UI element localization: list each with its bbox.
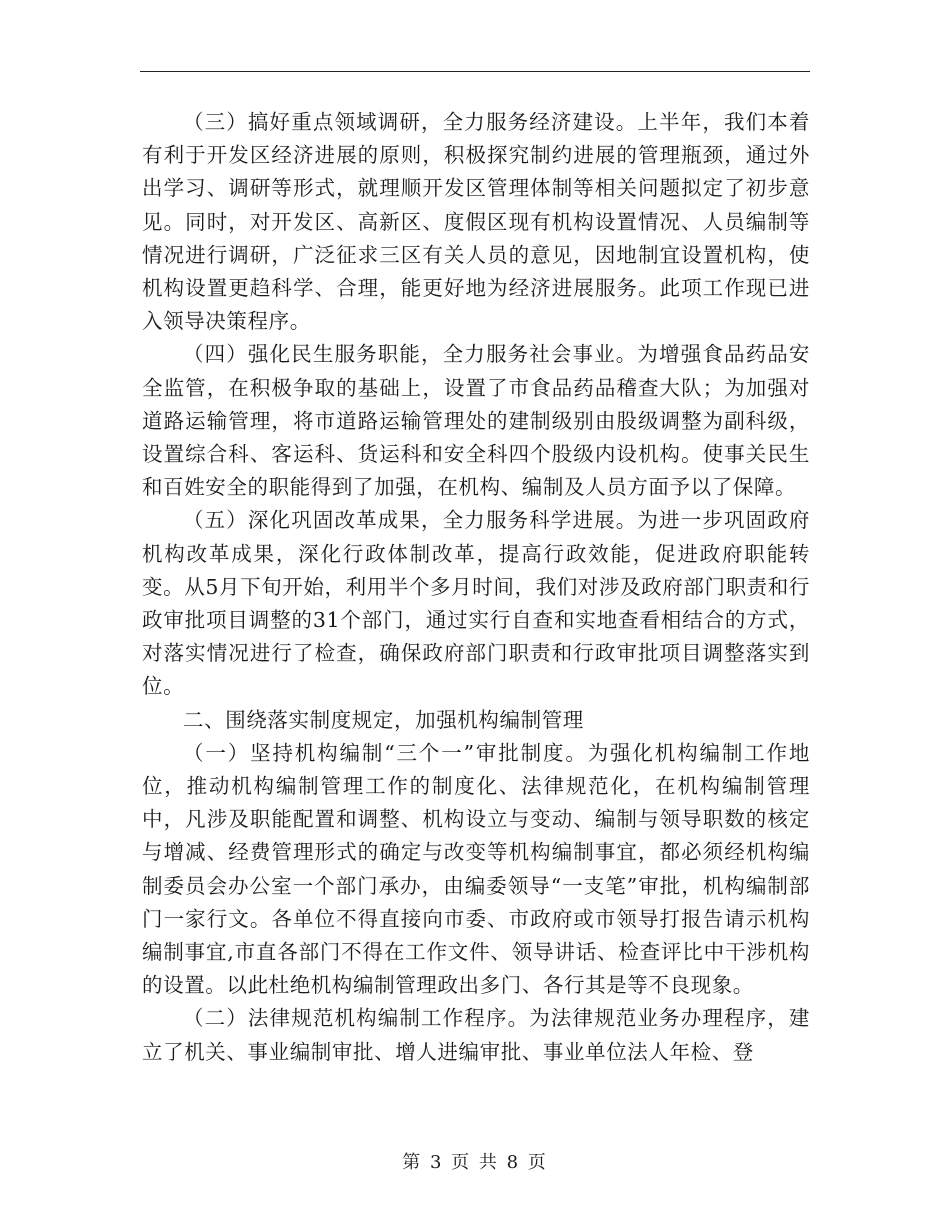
header-rule bbox=[140, 71, 810, 72]
paragraph-section-5: （五）深化巩固改革成果，全力服务科学进展。为进一步巩固政府机构改革成果，深化行政体制改革，提高行政效能，促进政府职能转变。从5月下旬开始，利用半个多月时间，我们对涉及政府部门职责和行政审批项目调整的31个部门，通过实行自查和实地查看相结合的方式，对落实情况进行了检查，确保政府部门职责和行政审批项目调整落实到位。 bbox=[142, 508, 810, 699]
paragraph-subsection-1: （一）坚持机构编制“三个一”审批制度。为强化机构编制工作地位，推动机构编制管理工作的制度化、法律规范化，在机构编制管理中，凡涉及职能配置和调整、机构设立与变动、编制与领导职数的核定与增减、经费管理形式的确定与改变等机构编制事宜，都必须经机构编制委员会办公室一个部门承办，由编委领导“一支笔”审批，机构编制部门一家行文。各单位不得直接向市委、市政府或市领导打报告请示机构编制事宜,市直各部门不得在工作文件、领导讲话、检查评比中干涉机构的设置。以此杜绝机构编制管理政出多门、各行其是等不良现象。 bbox=[142, 740, 810, 998]
section-heading-2: 二、围绕落实制度规定，加强机构编制管理 bbox=[183, 707, 584, 732]
document-body bbox=[142, 106, 810, 1069]
page-number-footer: 第 3 页 共 8 页 bbox=[402, 1152, 548, 1173]
paragraph-subsection-2: （二）法律规范机构编制工作程序。为法律规范业务办理程序，建立了机关、事业编制审批、增人进编审批、事业单位法人年检、登 bbox=[142, 1006, 810, 1064]
paragraph-section-3: （三）搞好重点领域调研，全力服务经济建设。上半年，我们本着有利于开发区经济进展的原则，积极探究制约进展的管理瓶颈，通过外出学习、调研等形式，就理顺开发区管理体制等相关问题拟定了初步意见。同时，对开发区、高新区、度假区现有机构设置情况、人员编制等情况进行调研，广泛征求三区有关人员的意见，因地制宜设置机构，使机构设置更趋科学、合理，能更好地为经济进展服务。此项工作现已进入领导决策程序。 bbox=[142, 110, 810, 334]
paragraph-section-4: （四）强化民生服务职能，全力服务社会事业。为增强食品药品安全监管，在积极争取的基础上，设置了市食品药品稽查大队；为加强对道路运输管理，将市道路运输管理处的建制级别由股级调整为副科级，设置综合科、客运科、货运科和安全科四个股级内设机构。使事关民生和百姓安全的职能得到了加强，在机构、编制及人员方面予以了保障。 bbox=[142, 342, 810, 500]
